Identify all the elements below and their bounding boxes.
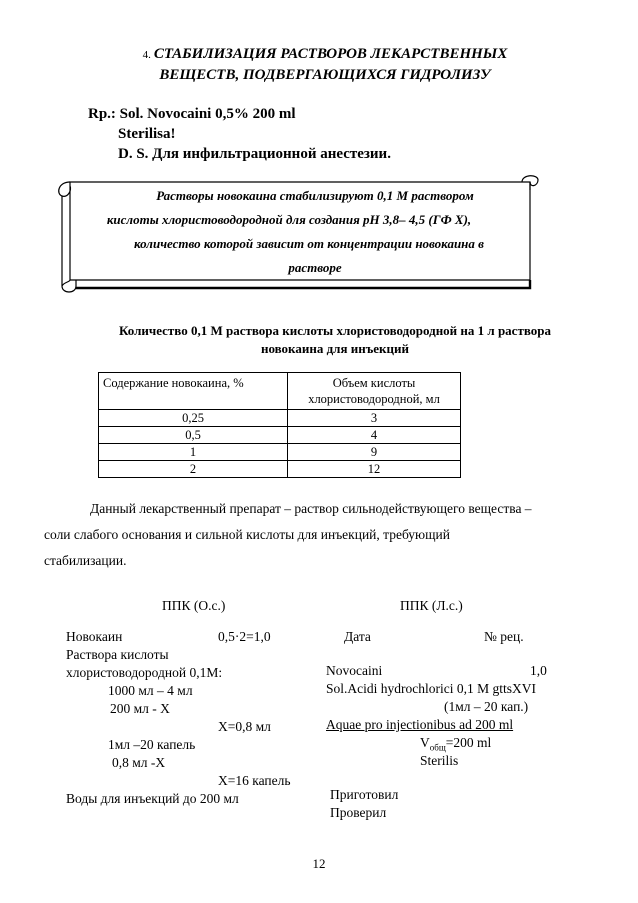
novocaini-amount: 1,0: [530, 663, 547, 678]
table-row: [99, 410, 461, 427]
prescription-line2: Sterilisa!: [118, 126, 176, 142]
table-title-line1: Количество 0,1 М раствора кислоты хлористоводородной на 1 л раствора: [118, 323, 551, 338]
acid-note: (1мл – 20 кап.): [444, 699, 529, 714]
novocain-calc: 0,5·2=1,0: [218, 629, 271, 644]
table-cell-volume: 3: [288, 410, 461, 427]
acid-label: Sol.Acidi hydrochlorici 0,1 M gttsXVI: [326, 681, 536, 696]
acid-line1: Раствора кислоты: [66, 647, 169, 662]
scroll-line3: количество которой зависит от концентрации новокаина в: [134, 236, 484, 251]
calc2a: 1мл –20 капель: [108, 737, 196, 752]
table-header-concentration: Содержание новокаина, %: [99, 373, 288, 410]
table-title-line2: новокаина для инъекций: [260, 341, 410, 356]
left-column-heading: ППК (О.с.): [162, 598, 226, 613]
water-line: Воды для инъекций до 200 мл: [66, 791, 239, 806]
scroll-text: [80, 184, 550, 280]
table-header-volume-line1: Объем кислоты: [332, 376, 416, 390]
section-number: 4.: [142, 49, 151, 61]
acid-line2: хлористоводородной 0,1М:: [66, 665, 223, 680]
table-cell-volume: 9: [288, 444, 461, 461]
recipe-number-label: № рец.: [484, 629, 524, 644]
section-title-line2: ВЕЩЕСТВ, ПОДВЕРГАЮЩИХСЯ ГИДРОЛИЗУ: [159, 67, 491, 83]
right-column-heading: ППК (Л.с.): [400, 598, 463, 613]
scroll-line2: кислоты хлористоводородной для создания рН 3,8– 4,5 (ГФ Х),: [106, 212, 472, 227]
calc2b: 0,8 мл -Х: [112, 755, 166, 770]
prescription-line1: Rp.: Sol. Novocaini 0,5% 200 ml: [88, 106, 296, 122]
prescription-line3: D. S. Для инфильтрационной анестезии.: [118, 146, 391, 162]
result1: Х=0,8 мл: [218, 719, 271, 734]
total-volume-sub: общ: [429, 742, 446, 753]
paragraph-line1: Данный лекарственный препарат – раствор сильнодействующего вещества –: [90, 501, 532, 516]
table-cell-concentration: 1: [99, 444, 288, 461]
paragraph-line3: стабилизации.: [44, 553, 127, 568]
calc1a: 1000 мл – 4 мл: [108, 683, 193, 698]
date-label: Дата: [344, 629, 371, 644]
table-cell-concentration: 0,25: [99, 410, 288, 427]
novocain-label: Новокаин: [66, 629, 123, 644]
scroll-line1: Растворы новокаина стабилизируют 0,1 М раствором: [156, 188, 474, 203]
table-cell-volume: 4: [288, 427, 461, 444]
total-volume-v: V: [420, 735, 430, 750]
total-volume-value: =200 ml: [445, 735, 492, 750]
table-row: [99, 427, 461, 444]
section-heading: [90, 44, 560, 85]
table-header-row: [99, 373, 461, 410]
description-paragraph: [44, 496, 604, 574]
table-cell-concentration: 0,5: [99, 427, 288, 444]
page-number: 12: [312, 856, 326, 871]
prescription: [88, 104, 391, 164]
table-cell-concentration: 2: [99, 461, 288, 478]
section-title-line1: СТАБИЛИЗАЦИЯ РАСТВОРОВ ЛЕКАРСТВЕННЫХ: [153, 46, 508, 62]
paragraph-line2: соли слабого основания и сильной кислоты для инъекций, требующий: [44, 527, 450, 542]
prepared-label: Приготовил: [330, 787, 399, 802]
sterilis-label: Sterilis: [420, 753, 459, 768]
aqua-label: Aquae pro injectionibus ad 200 ml: [326, 717, 514, 732]
novocaini-label: Novocaini: [326, 663, 383, 678]
result2: Х=16 капель: [218, 773, 291, 788]
table-header-volume-line2: хлористоводородной, мл: [308, 392, 440, 406]
table-cell-volume: 12: [288, 461, 461, 478]
table-row: [99, 461, 461, 478]
table-title: [70, 322, 600, 358]
table-row: [99, 444, 461, 461]
novocaine-acid-table: [98, 372, 461, 478]
checked-label: Проверил: [330, 805, 387, 820]
calc1b: 200 мл - Х: [110, 701, 170, 716]
table-header-volume: [288, 373, 461, 410]
scroll-line4: растворе: [288, 260, 342, 275]
